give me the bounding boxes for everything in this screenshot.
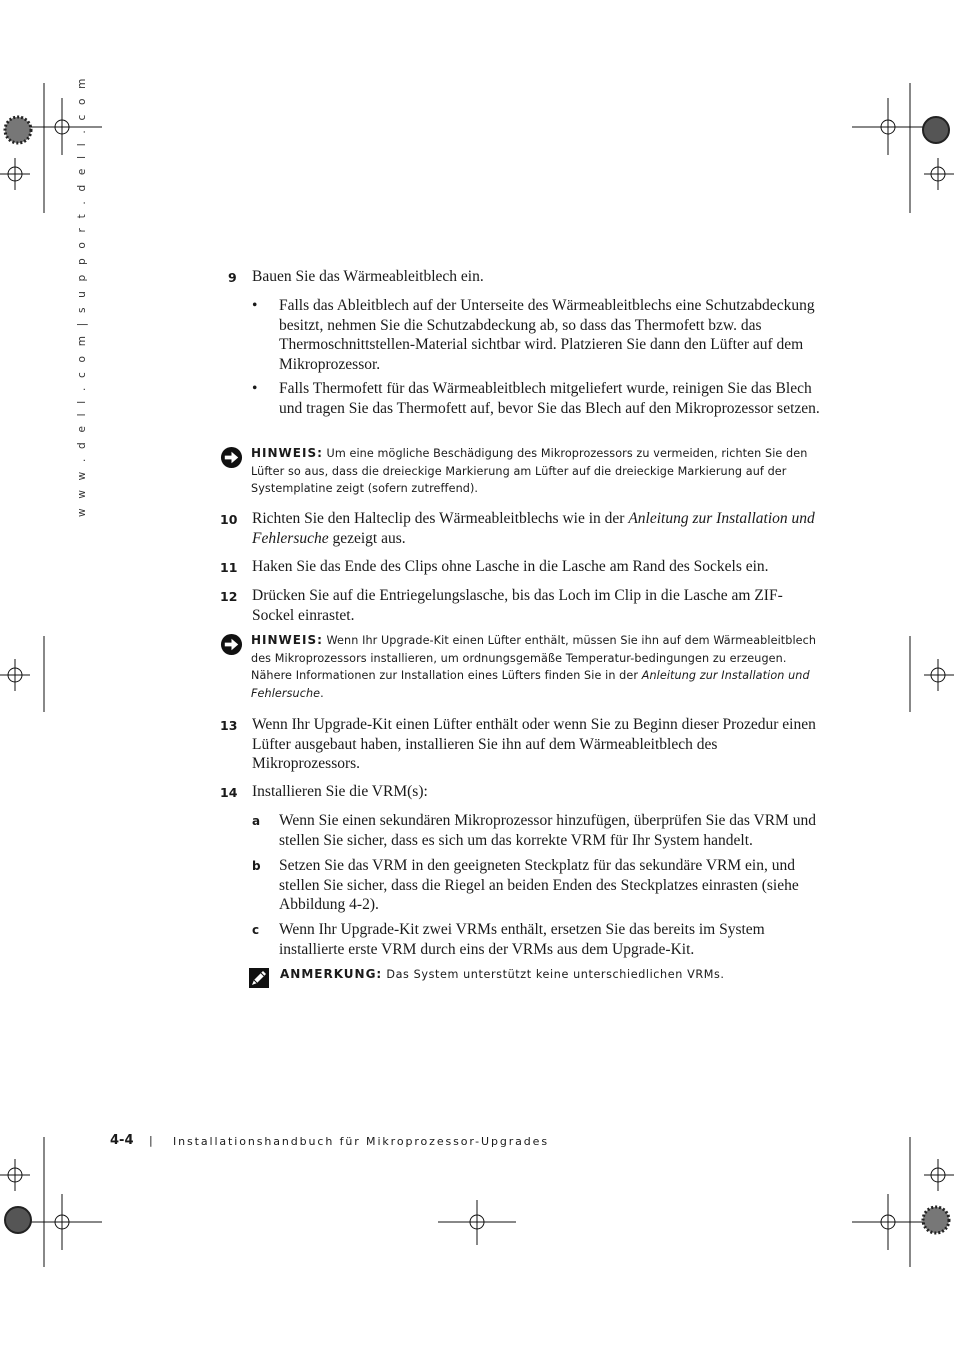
footer-separator: | bbox=[149, 1134, 153, 1147]
notice-icon bbox=[220, 446, 243, 469]
notice-label: ANMERKUNG: bbox=[280, 967, 383, 981]
substep-text: Wenn Ihr Upgrade-Kit zwei VRMs enthält, ersetzen Sie das bereits im System installierte erste VRM durch eins der VRMs aus dem Upgrade-Kit. bbox=[279, 921, 765, 958]
step-number: 10 bbox=[220, 512, 238, 527]
bullet-marker: • bbox=[252, 380, 258, 397]
step-number: 14 bbox=[220, 785, 238, 800]
step-number: 12 bbox=[220, 589, 238, 604]
bullet-text: Falls Thermofett für das Wärmeableitblech mitgeliefert wurde, reinigen Sie das Blech und tragen Sie das Thermofett auf, bevor Sie das Blech auf den Mikroprozessor setzen. bbox=[279, 380, 820, 417]
pencil-note-icon bbox=[248, 967, 270, 989]
page-number: 4-4 bbox=[110, 1133, 134, 1148]
substep-letter: a bbox=[252, 814, 261, 828]
notice-label: HINWEIS: bbox=[251, 633, 323, 647]
step-number: 9 bbox=[228, 270, 237, 285]
substep-text: Setzen Sie das VRM in den geeigneten Steckplatz für das sekundäre VRM ein, und stellen Sie sicher, dass die Riegel an beiden Enden des Steckplatzes einrasten (siehe Abbildung 4-2). bbox=[279, 857, 799, 913]
step-text: Bauen Sie das Wärmeableitblech ein. bbox=[252, 268, 484, 285]
step-text: Wenn Ihr Upgrade-Kit einen Lüfter enthält oder wenn Sie zu Beginn dieser Prozedur einen Lüfter ausgebaut haben, installieren Sie ihn auf dem Wärmeableitblech des Mikroprozessors. bbox=[252, 716, 816, 772]
side-url-text: w w w . d e l l . c o m | s u p p o r t . d e l l . c o m bbox=[76, 75, 88, 517]
notice-label: HINWEIS: bbox=[251, 446, 323, 460]
step-text: Installieren Sie die VRM(s): bbox=[252, 783, 428, 800]
substep-text: Wenn Sie einen sekundären Mikroprozessor hinzufügen, überprüfen Sie das VRM und stellen Sie sicher, dass es sich um das korrekte VRM für Ihr System handelt. bbox=[279, 812, 816, 849]
notice-icon bbox=[220, 633, 243, 656]
manual-title: Anleitung zur Installation und Fehlersuche bbox=[251, 669, 810, 700]
notice-text: Um eine mögliche Beschädigung des Mikroprozessors zu vermeiden, richten Sie den Lüfter so aus, dass die dreieckige Markierung am Lüfter auf die dreieckige Markierung auf der Systemplatine zeigt (sofern zutreffend). bbox=[251, 447, 808, 495]
step-text-end: gezeigt aus. bbox=[328, 529, 406, 547]
manual-title: Anleitung zur Installation und Fehlersuche bbox=[252, 510, 815, 547]
footer-title: Installationshandbuch für Mikroprozessor-Upgrades bbox=[173, 1135, 549, 1148]
step-number: 11 bbox=[220, 560, 238, 575]
notice-text: Wenn Ihr Upgrade-Kit einen Lüfter enthält, müssen Sie ihn auf dem Wärmeableitblech des Mikroprozessors installieren, um ordnungsgemäße Temperatur-bedingungen zu erzeugen. Nähere Informationen zur Installation eines Lüfters finden Sie in der bbox=[251, 634, 817, 682]
notice-text-end: . bbox=[320, 686, 324, 700]
step-text: Haken Sie das Ende des Clips ohne Lasche in die Lasche am Rand des Sockels ein. bbox=[252, 558, 769, 575]
bullet-text: Falls das Ableitblech auf der Unterseite des Wärmeableitblechs eine Schutzabdeckung besitzt, nehmen Sie die Schutzabdeckung ab, so dass das Thermofett bzw. das Thermoschnittstellen-Material sichtbar wird. Platzieren Sie dann den Lüfter auf dem Mikroprozessor. bbox=[279, 297, 815, 373]
step-number: 13 bbox=[220, 718, 238, 733]
step-text: Drücken Sie auf die Entriegelungslasche, bis das Loch im Clip in die Lasche am ZIF-Sockel einrastet. bbox=[252, 587, 783, 624]
bullet-marker: • bbox=[252, 297, 258, 314]
step-text: Richten Sie den Halteclip des Wärmeableitblechs wie in der bbox=[252, 510, 629, 527]
notice-text: Das System unterstützt keine unterschiedlichen VRMs. bbox=[386, 968, 725, 981]
substep-letter: b bbox=[252, 859, 261, 873]
substep-letter: c bbox=[252, 923, 260, 937]
